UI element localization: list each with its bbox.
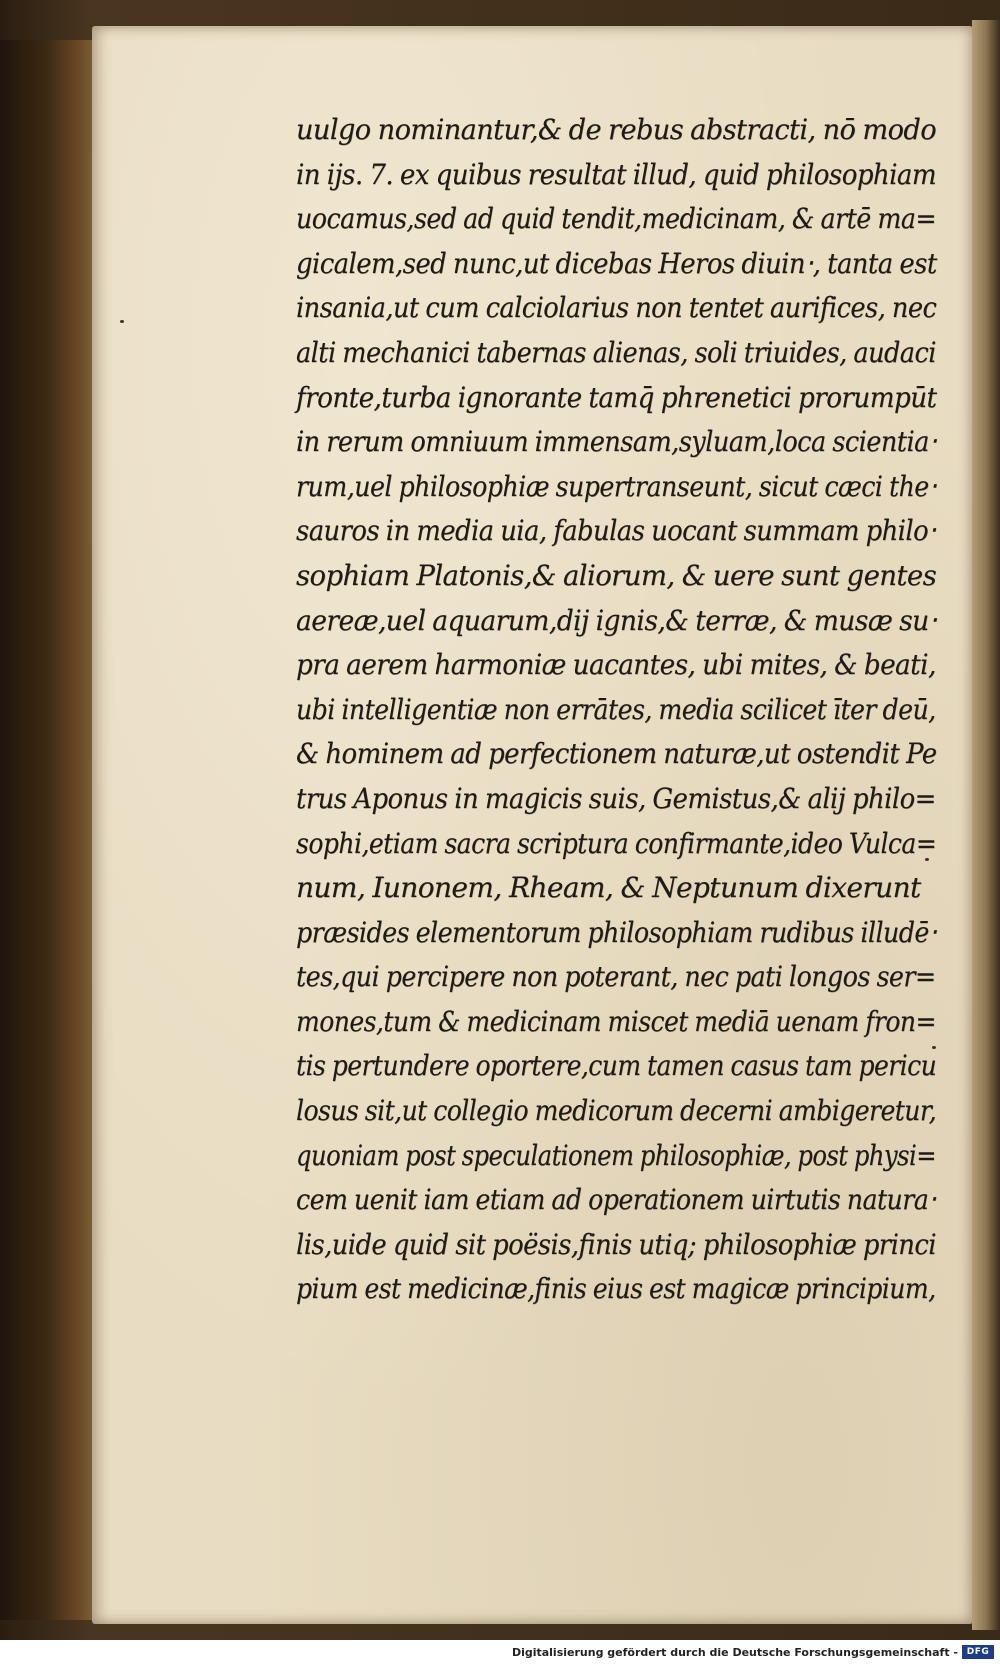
- text-line: uulgo nominantur,& de rebus abstracti, nō modo: [296, 113, 937, 146]
- text-line: sophi,etiam sacra scriptura confirmante,ideo Vulca=: [296, 826, 937, 860]
- text-line: rum,uel philosophiæ supertranseunt, sicut cæci the‧: [296, 469, 937, 503]
- text-line: & hominem ad perfectionem naturæ,ut ostendit Pe: [296, 737, 937, 771]
- page-speck: [120, 320, 124, 323]
- text-line: quoniam post speculationem philosophiæ, post physi=: [296, 1138, 936, 1172]
- dfg-logo: DFG: [962, 1645, 994, 1659]
- text-line: lis,uide quid sit poësis,finis utiq; philosophiæ princi: [296, 1227, 936, 1261]
- text-line: gicalem,sed nunc,ut dicebas Heros diuin‧, tanta est: [296, 246, 937, 280]
- text-line: tis pertundere oportere,cum tamen casus tam pericu: [296, 1049, 937, 1083]
- text-line: præsides elementorum philosophiam rudibus illudē‧: [296, 915, 937, 949]
- body-text: [296, 108, 952, 1312]
- text-line: mones,tum & medicinam miscet mediā uenam fron=: [296, 1004, 936, 1038]
- text-line: sophiam Platonis,& aliorum, & uere sunt gentes: [296, 558, 937, 592]
- text-line: losus sit,ut collegio medicorum decerni ambigeretur,: [296, 1094, 937, 1128]
- text-line: in ijs. 7. ex quibus resultat illud, quid philosophiam: [296, 157, 937, 191]
- footer-bar: [0, 1640, 1000, 1668]
- text-line: trus Aponus in magicis suis, Gemistus,& alij philo=: [296, 781, 936, 815]
- text-line: pra aerem harmoniæ uacantes, ubi mites, & beati,: [296, 648, 936, 682]
- funding-credit: Digitalisierung gefördert durch die Deutsche Forschungsgemeinschaft -: [511, 1646, 958, 1659]
- text-line: insania,ut cum calciolarius non tentet aurifices, nec: [296, 291, 937, 325]
- text-line: tes,qui percipere non poterant, nec pati longos ser=: [296, 960, 936, 994]
- text-line: uocamus,sed ad quid tendit,medicinam, & artē ma=: [296, 202, 937, 236]
- text-line: num, Iunonem, Rheam, & Neptunum dixerunt: [296, 871, 921, 905]
- text-line: fronte,turba ignorante tamq̄ phrenetici prorumpūt: [296, 380, 937, 414]
- text-line: alti mechanici tabernas alienas, soli triuides, audaci: [296, 335, 936, 369]
- page-edge: [972, 20, 1000, 1630]
- text-line: aereæ,uel aquarum,dij ignis,& terræ, & musæ su‧: [296, 603, 937, 637]
- text-line: cem uenit iam etiam ad operationem uirtutis natura‧: [296, 1183, 936, 1217]
- book-gutter: [0, 40, 100, 1620]
- text-line: sauros in media uia, fabulas uocant summam philo‧: [296, 514, 936, 548]
- text-line: ubi intelligentiæ non errātes, media scilicet īter deū,: [296, 692, 936, 726]
- text-line: pium est medicinæ,finis eius est magicæ principium,: [296, 1272, 936, 1306]
- text-line: in rerum omniuum immensam,syluam,loca scientia‧: [296, 425, 937, 459]
